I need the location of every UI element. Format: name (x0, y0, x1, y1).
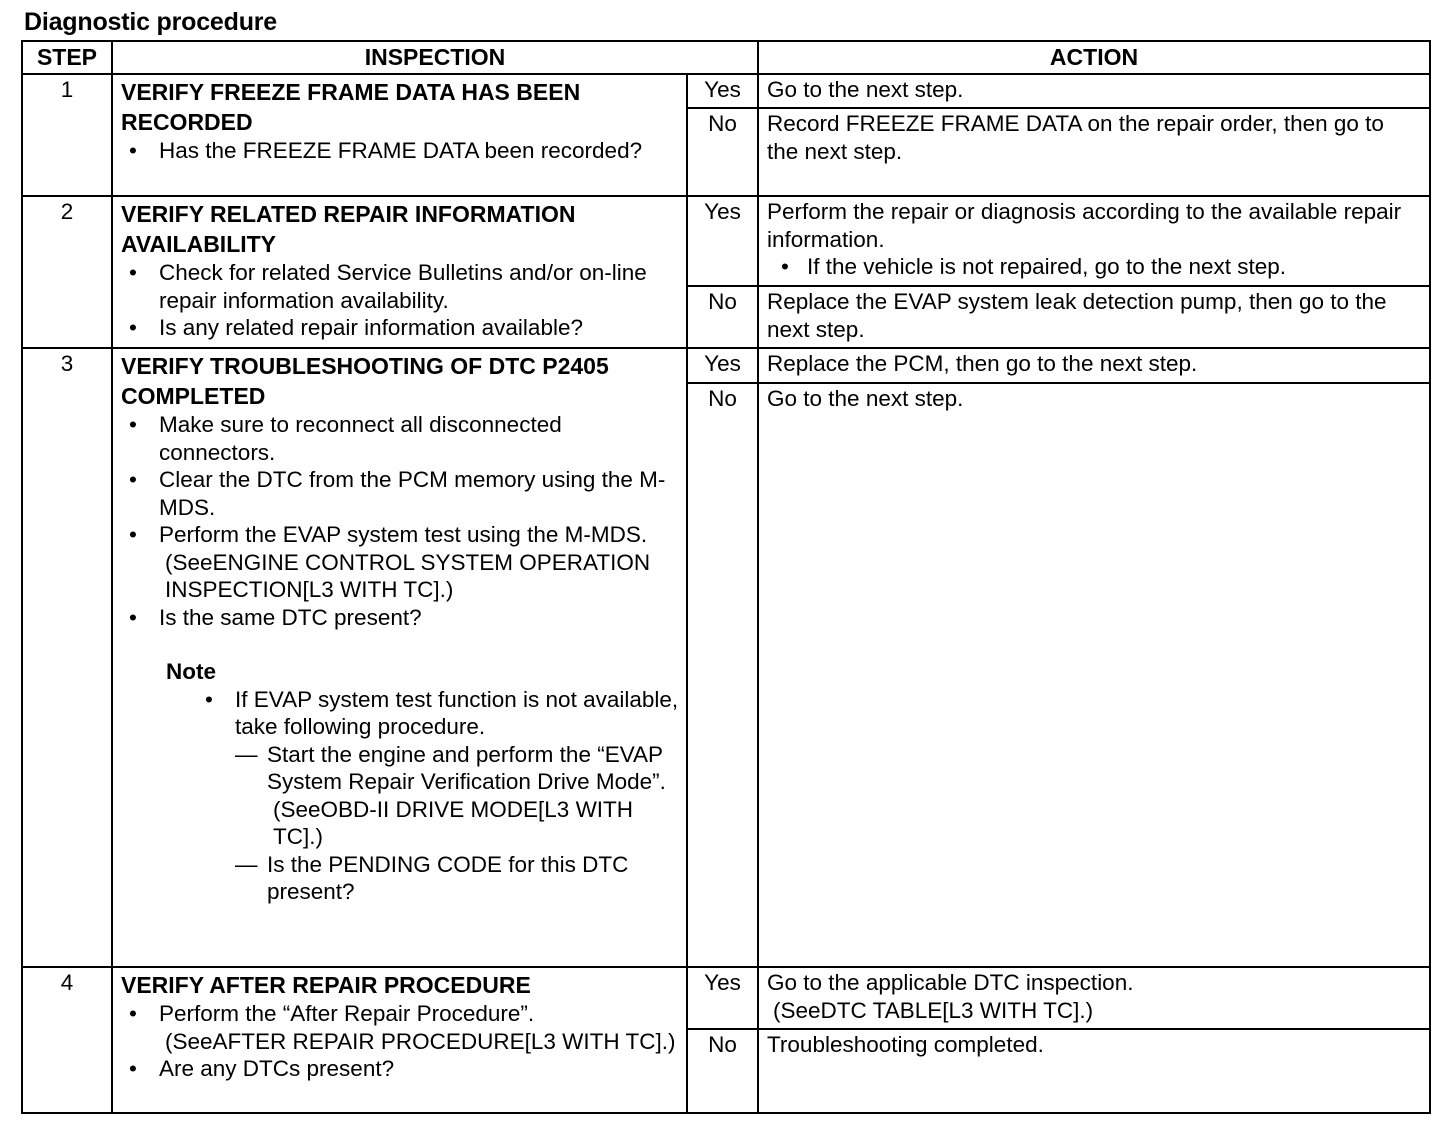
list-item-text: • Perform the EVAP system test using the M-MDS. (159, 522, 648, 547)
bullet-list (121, 137, 680, 165)
bullet-list (775, 253, 1421, 281)
action-text: Perform the repair or diagnosis according to the available repair information. (767, 199, 1402, 252)
note-block (121, 658, 680, 906)
step-number: 3 (22, 348, 112, 967)
answer-no: No (687, 108, 758, 196)
header-action: ACTION (758, 41, 1430, 74)
answer-yes: Yes (687, 196, 758, 286)
table-row (22, 967, 1430, 1029)
answer-no: No (687, 1029, 758, 1113)
bullet-list (121, 411, 680, 631)
page-title: Diagnostic procedure (24, 8, 277, 36)
step-title: VERIFY AFTER REPAIR PROCEDURE (121, 972, 531, 998)
list-item: • Has the FREEZE FRAME DATA been recorded? (121, 137, 680, 165)
action-no: Go to the next step. (758, 383, 1430, 967)
list-item: • Is any related repair information available? (121, 314, 680, 342)
list-item: — Is the PENDING CODE for this DTC present? (235, 851, 680, 906)
list-item: • Are any DTCs present? (121, 1055, 680, 1083)
note-text: • If EVAP system test function is not available, take following procedure. (235, 686, 679, 739)
step-number: 1 (22, 74, 112, 196)
list-item: • Clear the DTC from the PCM memory using the M-MDS. (121, 466, 680, 521)
step-title: VERIFY TROUBLESHOOTING OF DTC P2405 COMPLETED (121, 353, 609, 409)
action-yes: Replace the PCM, then go to the next step. (758, 348, 1430, 383)
bullet-list (121, 1000, 680, 1083)
step-inspection (112, 348, 687, 967)
table-row (22, 74, 1430, 108)
step-number: 4 (22, 967, 112, 1113)
step-number: 2 (22, 196, 112, 348)
step-inspection (112, 967, 687, 1113)
action-no: Record FREEZE FRAME DATA on the repair order, then go to the next step. (758, 108, 1430, 196)
action-yes (758, 196, 1430, 286)
list-item (235, 741, 680, 851)
step-inspection (112, 196, 687, 348)
list-item: • Check for related Service Bulletins and/or on-line repair information availability. (121, 259, 680, 314)
dash-list (235, 741, 680, 906)
list-item: • Make sure to reconnect all disconnected connectors. (121, 411, 680, 466)
table-row (22, 196, 1430, 286)
action-text: Go to the applicable DTC inspection. (767, 970, 1134, 995)
list-item-text: • Perform the “After Repair Procedure”. (159, 1001, 535, 1026)
list-item: • Is the same DTC present? (121, 604, 680, 632)
answer-no: No (687, 383, 758, 967)
action-yes (758, 967, 1430, 1029)
bullet-list (121, 259, 680, 342)
see-reference: (SeeOBD-II DRIVE MODE[L3 WITH TC].) (273, 796, 634, 849)
answer-yes: Yes (687, 348, 758, 383)
header-inspection: INSPECTION (112, 41, 758, 74)
list-item: • If the vehicle is not repaired, go to the next step. (775, 253, 1421, 281)
step-title: VERIFY FREEZE FRAME DATA HAS BEEN RECORDED (121, 79, 581, 135)
table-header-row (22, 41, 1430, 74)
answer-no: No (687, 286, 758, 348)
note-heading: Note (166, 659, 216, 684)
table-row (22, 348, 1430, 383)
diagnostic-table (21, 40, 1431, 1114)
note-bullet-list (203, 686, 680, 906)
answer-yes: Yes (687, 74, 758, 108)
header-step: STEP (22, 41, 112, 74)
see-reference: (SeeENGINE CONTROL SYSTEM OPERATION INSPECTION[L3 WITH TC].) (165, 549, 651, 602)
answer-yes: Yes (687, 967, 758, 1029)
step-title: VERIFY RELATED REPAIR INFORMATION AVAILABILITY (121, 201, 576, 257)
see-reference: (SeeDTC TABLE[L3 WITH TC].) (773, 997, 1094, 1023)
step-inspection (112, 74, 687, 196)
action-no: Replace the EVAP system leak detection pump, then go to the next step. (758, 286, 1430, 348)
list-item (203, 686, 680, 906)
dash-text: — Start the engine and perform the “EVAP System Repair Verification Drive Mode”. (267, 741, 666, 794)
list-item (121, 1000, 680, 1055)
action-no: Troubleshooting completed. (758, 1029, 1430, 1113)
list-item (121, 521, 680, 604)
see-reference: (SeeAFTER REPAIR PROCEDURE[L3 WITH TC].) (165, 1028, 676, 1054)
action-yes: Go to the next step. (758, 74, 1430, 108)
